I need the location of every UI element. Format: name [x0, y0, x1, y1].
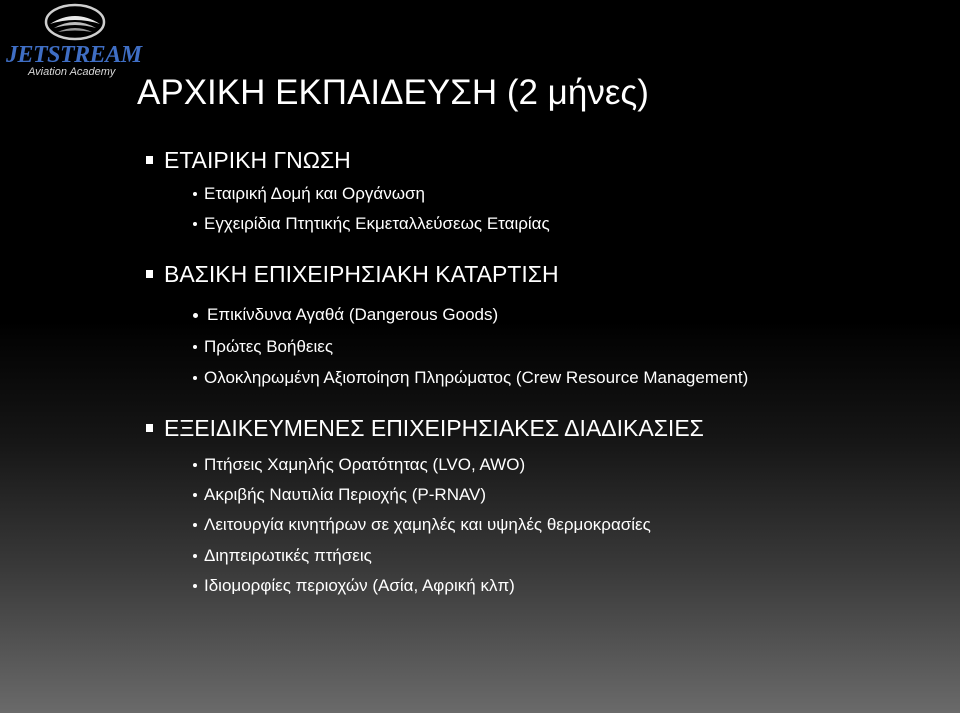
section-heading-text: ΕΤΑΙΡΙΚΗ ΓΝΩΣΗ — [164, 147, 351, 173]
list-item-text: Διηπειρωτικές πτήσεις — [204, 546, 372, 565]
page-title: ΑΡΧΙΚΗ ΕΚΠΑΙΔΕΥΣΗ (2 μήνες) — [137, 73, 649, 112]
list-item — [193, 484, 486, 506]
bullet-icon — [193, 523, 197, 527]
square-bullet-icon — [146, 424, 153, 432]
list-item — [193, 183, 425, 205]
list-item-text: Πτήσεις Χαμηλής Ορατότητας (LVO, AWO) — [204, 455, 526, 474]
list-item — [193, 514, 651, 536]
list-item — [193, 367, 748, 389]
list-item-text: Ακριβής Ναυτιλία Περιοχής (P-RNAV) — [204, 485, 487, 504]
list-item-text: Επικίνδυνα Αγαθά (Dangerous Goods) — [207, 305, 499, 324]
list-item — [193, 336, 333, 358]
bullet-icon — [193, 376, 197, 380]
bullet-icon — [193, 584, 197, 588]
list-item — [193, 575, 515, 597]
section-heading-text: ΕΞΕΙΔΙΚΕΥΜΕΝΕΣ ΕΠΙΧΕΙΡΗΣΙΑΚΕΣ ΔΙΑΔΙΚΑΣΙΕΣ — [164, 415, 704, 441]
section-heading-basic-training — [146, 260, 559, 288]
list-item-text: Ιδιομορφίες περιοχών (Ασία, Αφρική κλπ) — [204, 576, 515, 595]
list-item-text: Πρώτες Βοήθειες — [204, 337, 334, 356]
list-item-text: Εταιρική Δομή και Οργάνωση — [204, 184, 425, 203]
bullet-icon — [193, 345, 197, 349]
list-item — [193, 454, 525, 476]
list-item — [193, 304, 498, 326]
bullet-icon — [193, 463, 197, 467]
logo-title: JETSTREAM — [6, 42, 142, 68]
bullet-icon — [193, 493, 197, 497]
bullet-icon — [193, 313, 198, 318]
list-item-text: Ολοκληρωμένη Αξιοποίηση Πληρώματος (Crew Resource Management) — [204, 368, 749, 387]
section-heading-company-knowledge — [146, 146, 351, 174]
list-item-text: Εγχειρίδια Πτητικής Εκμεταλλεύσεως Εταιρίας — [204, 214, 550, 233]
list-item — [193, 545, 372, 567]
section-heading-specialized-procedures — [146, 414, 704, 442]
square-bullet-icon — [146, 156, 153, 164]
square-bullet-icon — [146, 270, 153, 278]
bullet-icon — [193, 222, 197, 226]
section-heading-text: ΒΑΣΙΚΗ ΕΠΙΧΕΙΡΗΣΙΑΚΗ ΚΑΤΑΡΤΙΣΗ — [164, 261, 559, 287]
logo-subtitle: Aviation Academy — [28, 66, 116, 78]
list-item — [193, 213, 550, 235]
bullet-icon — [193, 192, 197, 196]
bullet-icon — [193, 554, 197, 558]
list-item-text: Λειτουργία κινητήρων σε χαμηλές και υψηλές θερμοκρασίες — [204, 515, 651, 534]
